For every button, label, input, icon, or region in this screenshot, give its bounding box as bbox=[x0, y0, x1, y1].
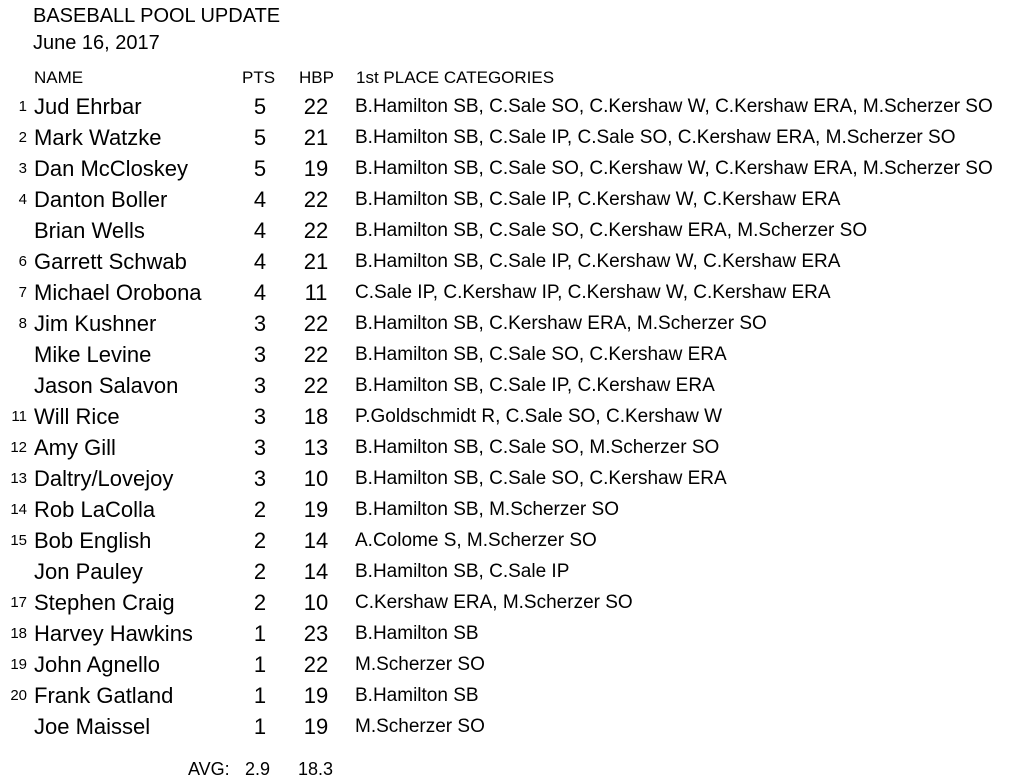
table-header bbox=[0, 68, 1035, 88]
row-categories: B.Hamilton SB, C.Sale IP bbox=[355, 561, 570, 582]
row-rank: 14 bbox=[10, 501, 27, 518]
row-rank: 4 bbox=[18, 191, 27, 208]
table-row bbox=[0, 91, 1035, 122]
table-row bbox=[0, 618, 1035, 649]
row-categories: P.Goldschmidt R, C.Sale SO, C.Kershaw W bbox=[355, 406, 723, 427]
row-name: Mark Watzke bbox=[34, 125, 162, 150]
row-pts: 3 bbox=[253, 404, 267, 429]
row-pts: 3 bbox=[253, 311, 267, 336]
row-name: Joe Maissel bbox=[34, 714, 151, 739]
row-hbp: 10 bbox=[303, 590, 329, 615]
row-pts: 2 bbox=[253, 528, 267, 553]
row-hbp: 11 bbox=[304, 280, 328, 305]
row-categories: M.Scherzer SO bbox=[355, 716, 485, 737]
average-pts: 2.9 bbox=[245, 759, 271, 779]
row-name: Rob LaColla bbox=[34, 497, 156, 522]
row-categories: B.Hamilton SB, C.Sale SO, M.Scherzer SO bbox=[355, 437, 720, 458]
row-rank: 7 bbox=[18, 284, 27, 301]
row-hbp: 22 bbox=[303, 218, 329, 243]
row-categories: B.Hamilton SB, C.Sale IP, C.Sale SO, C.Kershaw ERA, M.Scherzer SO bbox=[355, 127, 956, 148]
row-hbp: 22 bbox=[303, 311, 329, 336]
table-row bbox=[0, 246, 1035, 277]
row-rank: 15 bbox=[10, 532, 27, 549]
row-rank: 1 bbox=[18, 98, 27, 115]
row-rank: 12 bbox=[10, 439, 27, 456]
header-hbp: HBP bbox=[299, 68, 334, 87]
row-categories: B.Hamilton SB, C.Sale IP, C.Kershaw W, C.Kershaw ERA bbox=[355, 189, 841, 210]
row-name: Bob English bbox=[34, 528, 152, 553]
table-row bbox=[0, 711, 1035, 742]
row-rank: 17 bbox=[10, 594, 27, 611]
row-rank: 20 bbox=[10, 687, 27, 704]
row-rank: 8 bbox=[18, 315, 27, 332]
row-name: John Agnello bbox=[34, 652, 160, 677]
row-name: Stephen Craig bbox=[34, 590, 175, 615]
table-row bbox=[0, 556, 1035, 587]
row-pts: 1 bbox=[253, 621, 267, 646]
row-hbp: 19 bbox=[303, 156, 329, 181]
row-name: Mike Levine bbox=[34, 342, 152, 367]
row-rank: 2 bbox=[18, 129, 27, 146]
row-pts: 2 bbox=[253, 559, 267, 584]
row-categories: B.Hamilton SB, C.Kershaw ERA, M.Scherzer SO bbox=[355, 313, 767, 334]
table-row bbox=[0, 370, 1035, 401]
row-categories: B.Hamilton SB bbox=[355, 623, 479, 644]
row-categories: B.Hamilton SB, C.Sale SO, C.Kershaw ERA, M.Scherzer SO bbox=[355, 220, 868, 241]
table-row bbox=[0, 184, 1035, 215]
row-pts: 5 bbox=[253, 94, 267, 119]
table-row bbox=[0, 153, 1035, 184]
row-hbp: 21 bbox=[303, 249, 329, 274]
row-pts: 5 bbox=[253, 125, 267, 150]
average-label: AVG: bbox=[188, 759, 230, 779]
row-pts: 3 bbox=[253, 342, 267, 367]
row-hbp: 23 bbox=[303, 621, 329, 646]
row-pts: 3 bbox=[253, 373, 267, 398]
row-pts: 4 bbox=[253, 218, 267, 243]
row-name: Danton Boller bbox=[34, 187, 168, 212]
row-pts: 1 bbox=[253, 714, 267, 739]
row-name: Jon Pauley bbox=[34, 559, 143, 584]
row-name: Brian Wells bbox=[34, 218, 145, 243]
row-hbp: 10 bbox=[303, 466, 329, 491]
page-title: BASEBALL POOL UPDATE bbox=[33, 5, 281, 27]
row-pts: 4 bbox=[253, 280, 267, 305]
table-row bbox=[0, 525, 1035, 556]
row-pts: 2 bbox=[253, 497, 267, 522]
row-hbp: 22 bbox=[303, 652, 329, 677]
average-row bbox=[0, 758, 1035, 780]
header-pts: PTS bbox=[242, 68, 276, 87]
row-rank: 13 bbox=[10, 470, 27, 487]
row-categories: B.Hamilton SB, C.Sale IP, C.Kershaw ERA bbox=[355, 375, 715, 396]
row-rank: 18 bbox=[10, 625, 27, 642]
table-row bbox=[0, 463, 1035, 494]
header-categories: 1st PLACE CATEGORIES bbox=[356, 68, 555, 87]
row-name: Will Rice bbox=[34, 404, 120, 429]
row-name: Frank Gatland bbox=[34, 683, 174, 708]
row-hbp: 22 bbox=[303, 342, 329, 367]
table-row bbox=[0, 308, 1035, 339]
table-row bbox=[0, 401, 1035, 432]
row-hbp: 21 bbox=[303, 125, 329, 150]
row-name: Daltry/Lovejoy bbox=[34, 466, 174, 491]
row-hbp: 14 bbox=[303, 528, 329, 553]
row-pts: 2 bbox=[253, 590, 267, 615]
row-hbp: 19 bbox=[303, 714, 329, 739]
row-hbp: 19 bbox=[303, 683, 329, 708]
row-rank: 19 bbox=[10, 656, 27, 673]
row-categories: B.Hamilton SB, C.Sale SO, C.Kershaw ERA bbox=[355, 344, 727, 365]
row-name: Jim Kushner bbox=[34, 311, 157, 336]
row-pts: 5 bbox=[253, 156, 267, 181]
row-categories: A.Colome S, M.Scherzer SO bbox=[355, 530, 597, 551]
row-categories: B.Hamilton SB, C.Sale SO, C.Kershaw ERA bbox=[355, 468, 727, 489]
table-row bbox=[0, 122, 1035, 153]
row-hbp: 22 bbox=[303, 94, 329, 119]
average-hbp: 18.3 bbox=[298, 759, 334, 779]
table-row bbox=[0, 649, 1035, 680]
row-categories: C.Sale IP, C.Kershaw IP, C.Kershaw W, C.Kershaw ERA bbox=[355, 282, 831, 303]
row-pts: 1 bbox=[253, 652, 267, 677]
row-categories: M.Scherzer SO bbox=[355, 654, 485, 675]
row-name: Jud Ehrbar bbox=[34, 94, 142, 119]
row-hbp: 14 bbox=[303, 559, 329, 584]
row-name: Amy Gill bbox=[34, 435, 116, 460]
row-pts: 1 bbox=[253, 683, 267, 708]
row-categories: B.Hamilton SB bbox=[355, 685, 479, 706]
row-hbp: 18 bbox=[303, 404, 329, 429]
standings-table bbox=[0, 91, 1035, 742]
table-row bbox=[0, 339, 1035, 370]
report-date: June 16, 2017 bbox=[33, 32, 160, 54]
row-categories: B.Hamilton SB, M.Scherzer SO bbox=[355, 499, 619, 520]
row-name: Jason Salavon bbox=[34, 373, 179, 398]
row-categories: B.Hamilton SB, C.Sale SO, C.Kershaw W, C.Kershaw ERA, M.Scherzer SO bbox=[355, 96, 993, 117]
row-name: Michael Orobona bbox=[34, 280, 202, 305]
row-name: Harvey Hawkins bbox=[34, 621, 193, 646]
row-rank: 11 bbox=[11, 408, 27, 425]
row-rank: 3 bbox=[18, 160, 27, 177]
row-hbp: 13 bbox=[303, 435, 329, 460]
row-pts: 4 bbox=[253, 249, 267, 274]
row-categories: C.Kershaw ERA, M.Scherzer SO bbox=[355, 592, 633, 613]
row-name: Dan McCloskey bbox=[34, 156, 189, 181]
table-row bbox=[0, 494, 1035, 525]
row-pts: 3 bbox=[253, 466, 267, 491]
table-row bbox=[0, 680, 1035, 711]
row-categories: B.Hamilton SB, C.Sale SO, C.Kershaw W, C.Kershaw ERA, M.Scherzer SO bbox=[355, 158, 993, 179]
row-name: Garrett Schwab bbox=[34, 249, 187, 274]
row-hbp: 19 bbox=[303, 497, 329, 522]
table-row bbox=[0, 587, 1035, 618]
row-rank: 6 bbox=[18, 253, 27, 270]
table-row bbox=[0, 215, 1035, 246]
table-row bbox=[0, 432, 1035, 463]
header-name: NAME bbox=[34, 68, 84, 87]
row-pts: 4 bbox=[253, 187, 267, 212]
row-hbp: 22 bbox=[303, 373, 329, 398]
row-pts: 3 bbox=[253, 435, 267, 460]
row-categories: B.Hamilton SB, C.Sale IP, C.Kershaw W, C.Kershaw ERA bbox=[355, 251, 841, 272]
table-row bbox=[0, 277, 1035, 308]
row-hbp: 22 bbox=[303, 187, 329, 212]
